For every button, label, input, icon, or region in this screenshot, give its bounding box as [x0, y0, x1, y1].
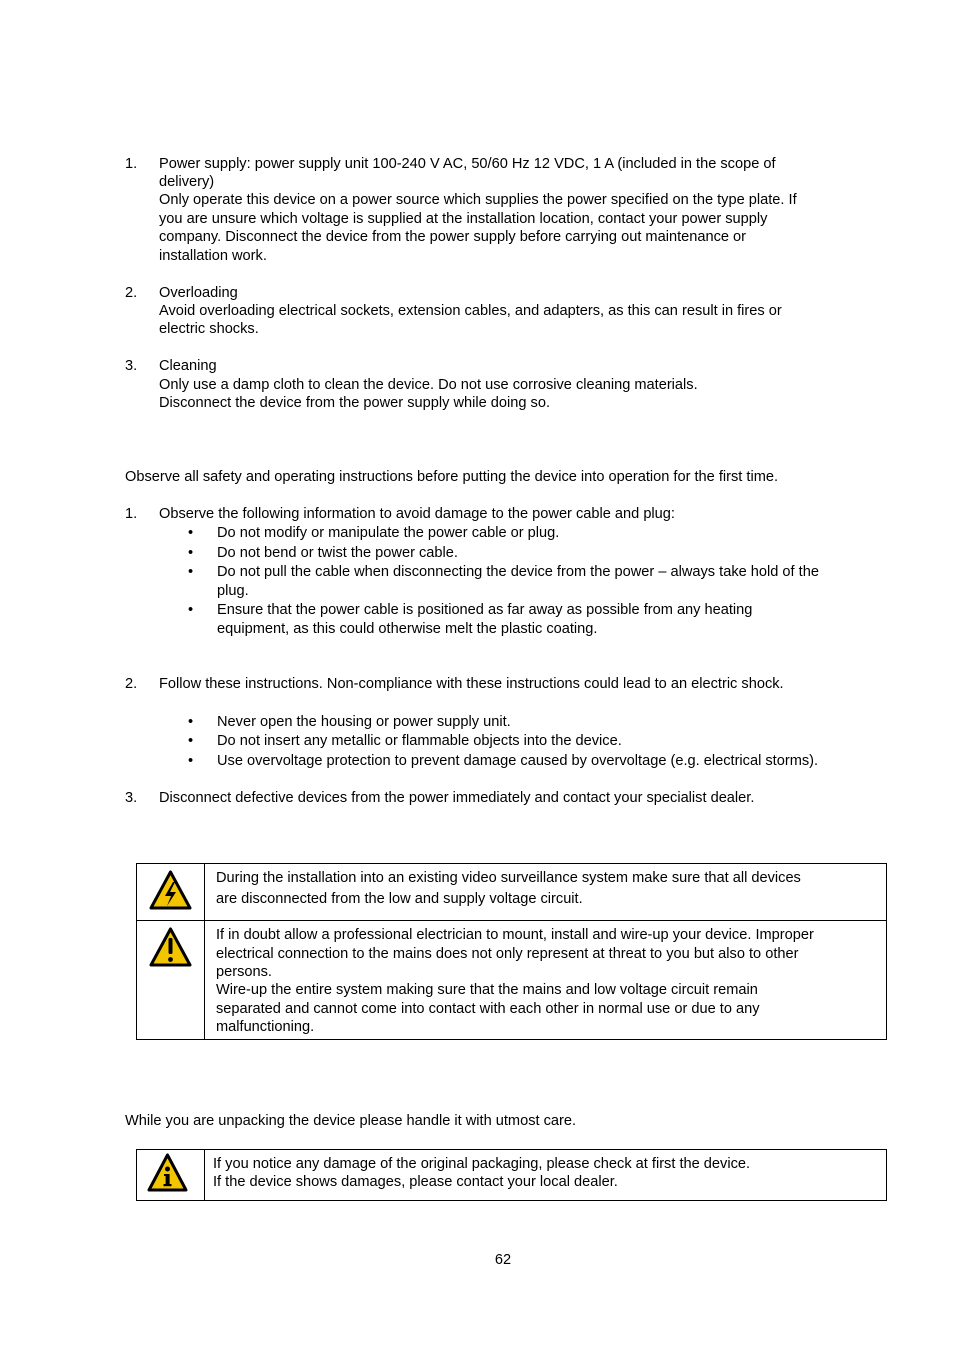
- item-text: Observe the following information to avoid damage to the power cable and plug:: [159, 506, 675, 522]
- bullet-text: Do not bend or twist the power cable.: [217, 545, 458, 561]
- bullet-text: equipment, as this could otherwise melt the plastic coating.: [217, 621, 598, 637]
- item-text: Avoid overloading electrical sockets, extension cables, and adapters, as this can result in fires or: [159, 303, 782, 319]
- warning-text: During the installation into an existing video surveillance system make sure that all devices: [216, 870, 801, 886]
- info-warning-icon: [137, 1150, 204, 1196]
- item-number: 2.: [125, 676, 138, 692]
- bullet-icon: •: [188, 733, 194, 749]
- item-number: 2.: [125, 285, 138, 301]
- item-number: 3.: [125, 358, 138, 374]
- section-intro: Observe all safety and operating instructions before putting the device into operation for the first time.: [125, 469, 779, 485]
- bullet-icon: •: [188, 714, 194, 730]
- bullet-text: Use overvoltage protection to prevent damage caused by overvoltage (e.g. electrical storms).: [217, 753, 819, 769]
- bullet-icon: •: [188, 602, 194, 618]
- bullet-text: plug.: [217, 583, 249, 599]
- item-text: Power supply: power supply unit 100-240 V AC, 50/60 Hz 12 VDC, 1 A (included in the scope of: [159, 156, 776, 172]
- warning-text: Wire-up the entire system making sure that the mains and low voltage circuit remain: [216, 982, 758, 998]
- note-text: If the device shows damages, please contact your local dealer.: [213, 1174, 618, 1190]
- warning-text: are disconnected from the low and supply voltage circuit.: [216, 891, 583, 907]
- item-number: 3.: [125, 790, 138, 806]
- warning-text: persons.: [216, 964, 272, 980]
- text-cell: [205, 1150, 887, 1201]
- bullet-icon: •: [188, 753, 194, 769]
- item-text: Only operate this device on a power source which supplies the power specified on the type plate. If: [159, 192, 797, 208]
- warning-text: separated and cannot come into contact with each other in normal use or due to any: [216, 1001, 760, 1017]
- warning-text: If in doubt allow a professional electrician to mount, install and wire-up your device. Improper: [216, 927, 814, 943]
- item-number: 1.: [125, 156, 138, 172]
- item-text: electric shocks.: [159, 321, 259, 337]
- bullet-text: Do not modify or manipulate the power cable or plug.: [217, 525, 560, 541]
- exclamation-warning-icon: [137, 921, 204, 973]
- bullet-icon: •: [188, 545, 194, 561]
- table-row: [137, 921, 887, 1040]
- item-heading: Overloading: [159, 285, 238, 301]
- warning-text: malfunctioning.: [216, 1019, 315, 1035]
- item-text: delivery): [159, 174, 215, 190]
- note-table: [136, 1149, 887, 1201]
- warning-table: [136, 863, 887, 1040]
- icon-cell: [137, 1150, 205, 1201]
- lightning-warning-icon: [137, 864, 204, 916]
- bullet-text: Ensure that the power cable is positioned as far away as possible from any heating: [217, 602, 753, 618]
- item-text: Disconnect the device from the power supply while doing so.: [159, 395, 550, 411]
- note-text: If you notice any damage of the original packaging, please check at first the device.: [213, 1156, 751, 1172]
- section-intro: While you are unpacking the device please handle it with utmost care.: [125, 1113, 577, 1129]
- table-row: [137, 864, 887, 921]
- text-cell: [205, 864, 887, 921]
- text-cell: [205, 921, 887, 1040]
- item-text: Follow these instructions. Non-compliance with these instructions could lead to an electric shock.: [159, 676, 784, 692]
- table-row: [137, 1150, 887, 1201]
- bullet-text: Do not insert any metallic or flammable objects into the device.: [217, 733, 622, 749]
- item-number: 1.: [125, 506, 138, 522]
- warning-text: electrical connection to the mains does not only represent at threat to you but also to other: [216, 946, 799, 962]
- bullet-icon: •: [188, 564, 194, 580]
- bullet-text: Never open the housing or power supply unit.: [217, 714, 511, 730]
- item-text: company. Disconnect the device from the power supply before carrying out maintenance or: [159, 229, 747, 245]
- bullet-text: Do not pull the cable when disconnecting the device from the power – always take hold of the: [217, 564, 819, 580]
- item-heading: Cleaning: [159, 358, 217, 374]
- page-number: 62: [494, 1252, 512, 1268]
- icon-cell: [137, 864, 205, 921]
- item-text: installation work.: [159, 248, 267, 264]
- item-text: Disconnect defective devices from the power immediately and contact your specialist dealer.: [159, 790, 755, 806]
- bullet-icon: •: [188, 525, 194, 541]
- icon-cell: [137, 921, 205, 1040]
- item-text: you are unsure which voltage is supplied at the installation location, contact your power supply: [159, 211, 768, 227]
- item-text: Only use a damp cloth to clean the device. Do not use corrosive cleaning materials.: [159, 377, 698, 393]
